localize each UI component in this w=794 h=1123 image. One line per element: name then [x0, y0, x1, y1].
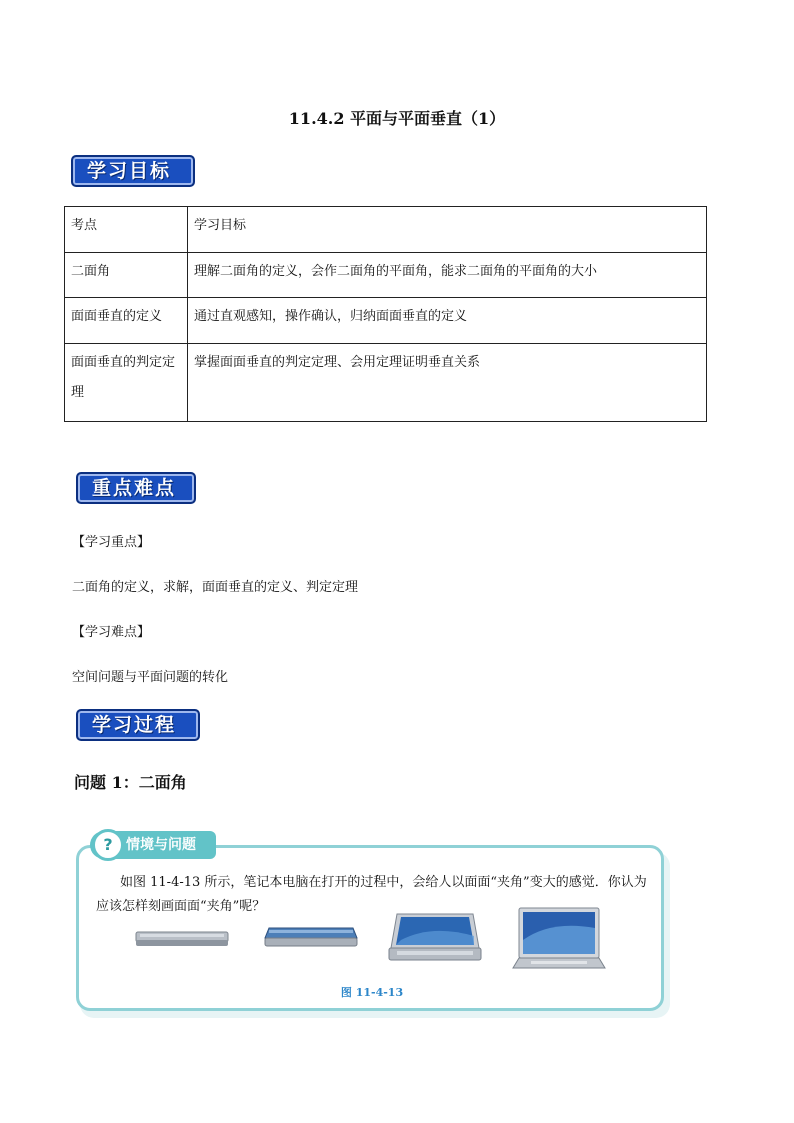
table-cell: 面面垂直的定义	[65, 298, 188, 344]
section-badge-process: 学习过程	[76, 709, 200, 741]
scene-tab: 情境与问题	[90, 831, 216, 859]
scene-text: 如图 11-4-13 所示，笔记本电脑在打开的过程中，会给人以面面“夹角”变大的感觉．你认为应该怎样刻画面面“夹角”呢？	[96, 875, 647, 914]
table-cell: 通过直观感知，操作确认，归纳面面垂直的定义	[188, 298, 707, 344]
laptop-fully-open-icon	[511, 906, 607, 974]
difficulty-text: 空间问题与平面问题的转化	[72, 670, 229, 685]
difficulty-label: 【学习难点】	[72, 625, 151, 640]
laptop-half-open-icon	[387, 910, 483, 966]
table-cell: 理解二面角的定义，会作二面角的平面角，能求二面角的平面角的大小	[188, 253, 707, 298]
question-title: 问题 1：二面角	[74, 773, 187, 792]
table-header-cell: 学习目标	[188, 207, 707, 253]
laptop-slightly-open-icon	[263, 922, 359, 952]
goals-table	[64, 206, 707, 422]
table-row	[65, 253, 707, 298]
table-row	[65, 207, 707, 253]
section-badge-goals: 学习目标	[71, 155, 195, 187]
laptop-closed-icon	[134, 926, 230, 952]
table-row	[65, 344, 707, 422]
table-row	[65, 298, 707, 344]
focus-label: 【学习重点】	[72, 535, 151, 550]
page-title: 11.4.2 平面与平面垂直（1）	[288, 109, 506, 128]
question-mark-icon: ?	[92, 829, 124, 861]
table-cell: 掌握面面垂直的判定定理、会用定理证明垂直关系	[188, 344, 707, 422]
table-cell: 二面角	[65, 253, 188, 298]
table-header-cell: 考点	[65, 207, 188, 253]
focus-text: 二面角的定义，求解，面面垂直的定义、判定定理	[72, 580, 359, 595]
section-badge-key-points: 重点难点	[76, 472, 196, 504]
table-cell: 面面垂直的判定定理	[65, 344, 188, 422]
figure-caption: 图 11-4-13	[340, 986, 404, 999]
